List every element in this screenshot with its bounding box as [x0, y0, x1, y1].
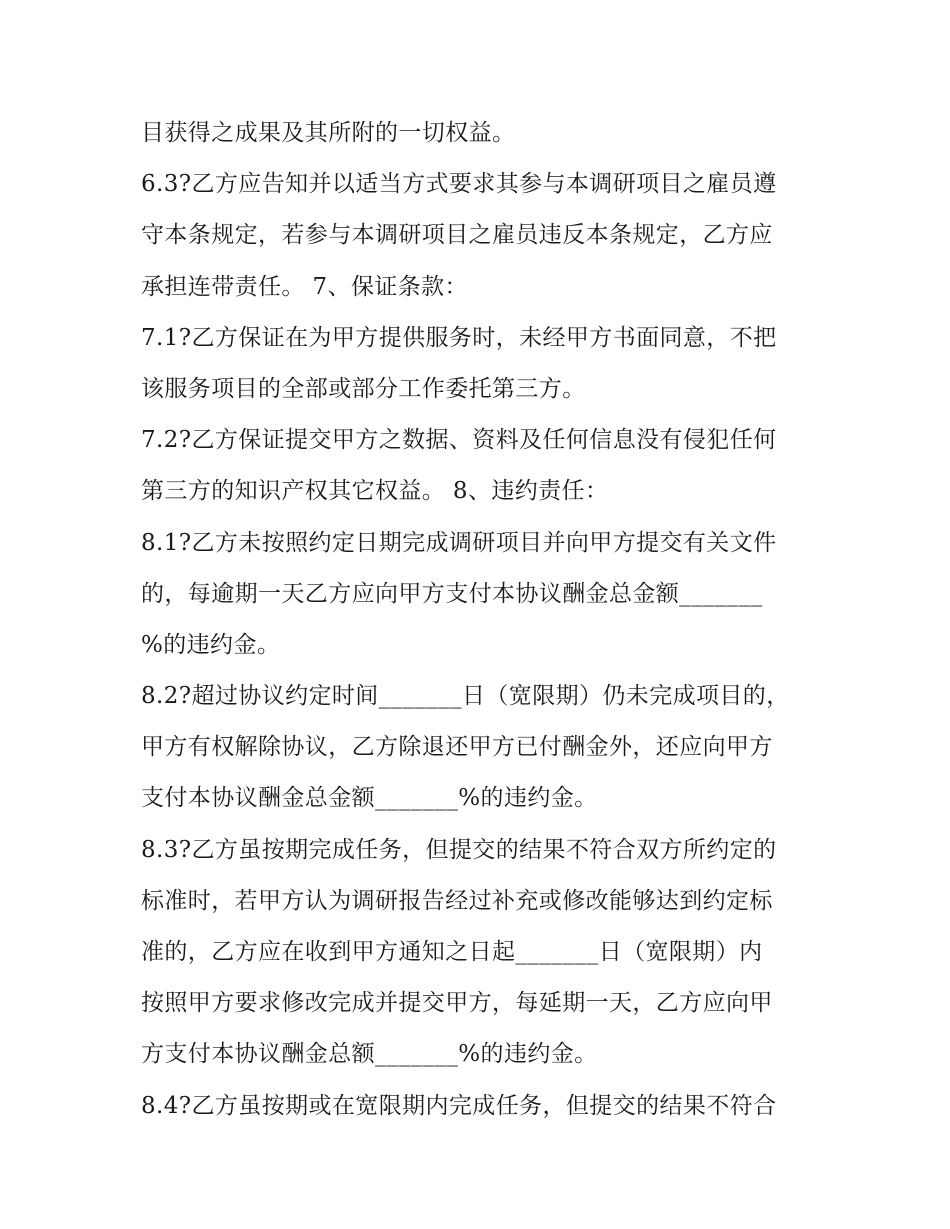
text-line: 8.2?超过协议约定时间_______日（宽限期）仍未完成项目的，: [141, 683, 790, 710]
text-line: 支付本协议酬金总金额_______%的违约金。: [141, 785, 598, 812]
text-line: 标准时，若甲方认为调研报告经过补充或修改能够达到约定标: [141, 887, 773, 914]
text-line: 7.2?乙方保证提交甲方之数据、资料及任何信息没有侵犯任何: [141, 427, 777, 454]
text-line: 按照甲方要求修改完成并提交甲方，每延期一天，乙方应向甲: [141, 990, 773, 1017]
text-line: 准的，乙方应在收到甲方通知之日起_______日（宽限期）内: [141, 939, 763, 965]
text-line: 8.4?乙方虽按期或在宽限期内完成任务，但提交的结果不符合: [141, 1092, 777, 1119]
text-line: %的违约金。: [141, 631, 281, 658]
text-line: 8.3?乙方虽按期完成任务，但提交的结果不符合双方所约定的: [141, 836, 777, 863]
text-line: 方支付本协议酬金总额_______%的违约金。: [141, 1041, 598, 1068]
text-line: 该服务项目的全部或部分工作委托第三方。: [141, 375, 586, 402]
text-line: 的，每逾期一天乙方应向甲方支付本协议酬金总金额_______: [141, 580, 763, 607]
text-line: 目获得之成果及其所附的一切权益。: [141, 120, 516, 146]
text-line: 7.1?乙方保证在为甲方提供服务时，未经甲方书面同意，不把: [141, 324, 777, 351]
text-line: 8.1?乙方未按照约定日期完成调研项目并向甲方提交有关文件: [141, 529, 777, 556]
text-line: 守本条规定，若参与本调研项目之雇员违反本条规定，乙方应: [141, 222, 773, 249]
text-line: 6.3?乙方应告知并以适当方式要求其参与本调研项目之雇员遵: [141, 171, 777, 198]
text-line: 第三方的知识产权其它权益。 8、违约责任：: [141, 478, 609, 505]
document-body: [141, 108, 821, 1132]
text-line: 甲方有权解除协议，乙方除退还甲方已付酬金外，还应向甲方: [141, 734, 773, 761]
text-line: 承担连带责任。 7、保证条款：: [141, 273, 468, 300]
